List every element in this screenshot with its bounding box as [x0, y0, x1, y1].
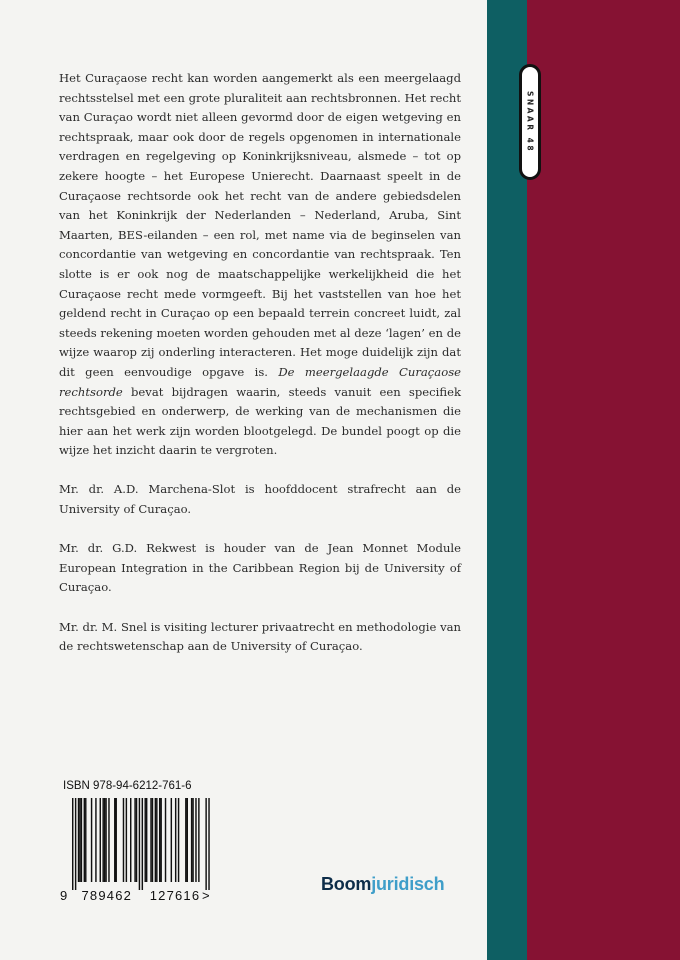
barcode-bar [150, 798, 151, 882]
barcode-bar [78, 798, 79, 882]
barcode-bar [85, 798, 86, 882]
barcode-bar [114, 798, 115, 882]
barcode-guard-bar [72, 798, 73, 890]
publisher-logo [321, 874, 444, 895]
barcode-bar [104, 798, 105, 882]
barcode-bar [175, 798, 176, 882]
book-title: De meergelaagde Curaçaose rechtsorde [59, 364, 462, 399]
barcode-bar [84, 798, 85, 882]
barcode-bar [178, 798, 179, 882]
author-bio-3: Mr. dr. M. Snel is visiting lecturer privaatrecht en methodologie van de rechtswetenschap aan de University of Curaçao. [59, 619, 461, 654]
publisher-logo-part1: Boom [321, 874, 372, 894]
barcode-right-digits: 127616 [149, 888, 201, 903]
summary-paragraph: Het Curaçaose recht kan worden aangemerkt als een meergelaagd rechtsstelsel met een grote pluraliteit aan rechtsbronnen. Het recht van Curaçao wordt niet alleen gevormd door de eigen wetgeving en rechtspraak, maar ook door de regels opgenomen in internationale verdragen en regelgeving op Koninkrijksniveau, alsmede – tot op zekere hoogte – het Europese Unierecht. Daarnaast speelt in de Curaçaose rechtsorde ook het recht van de andere gebiedsdelen van het Koninkrijk der Nederlanden – Nederland, Aruba, Sint Maarten, BES-eilanden – een rol, met name via de beginselen van concordantie van wetgeving en concordantie van rechtspraak. Ten slotte is er ook nog de maatschappelijke werkelijkheid die het Curaçaose recht mede vormgeeft. Bij het vaststellen van hoe het geldend recht in Curaçao op een bepaald terrein concreet luidt, zal steeds rekening moeten worden gehouden met al deze ‘lagen’ en de wijze waarop zij onderling interacteren. Het moge duidelijk zijn dat dit geen eenvoudige opgave is. De meergelaagde Curaçaose rechtsorde bevat bijdragen waarin, steeds vanuit een specifiek rechtsgebied en onderwerp, de werking van de mechanismen die hier aan het werk zijn worden blootgelegd. De bundel poogt op die wijze het inzicht daarin te vergroten. [59, 71, 462, 458]
barcode-first-digit: 9 [60, 888, 68, 903]
barcode-bar [95, 798, 96, 882]
barcode-bar [146, 798, 147, 882]
barcode-guard-bar [208, 798, 209, 890]
barcode-bar [108, 798, 109, 882]
series-badge-label: SNAAR 48 [525, 90, 535, 154]
barcode-guard-bar [142, 798, 143, 890]
barcode-bar [81, 798, 82, 882]
barcode-bar [159, 798, 160, 882]
barcode-bar [126, 798, 127, 882]
isbn-barcode [59, 798, 219, 904]
barcode-bar [105, 798, 106, 882]
barcode-bar [165, 798, 166, 882]
barcode-bar [152, 798, 153, 882]
barcode-bar [155, 798, 156, 882]
barcode-guard-bar [205, 798, 206, 890]
barcode-bar [134, 798, 135, 882]
isbn-label: ISBN 978-94-6212-761-6 [63, 780, 192, 792]
barcode-bar [130, 798, 131, 882]
barcode-bar [192, 798, 193, 882]
barcode-bar [195, 798, 196, 882]
barcode-bar [100, 798, 101, 882]
barcode-bar [185, 798, 186, 882]
barcode-bar [91, 798, 92, 882]
barcode-bar [102, 798, 103, 882]
barcode-bar [116, 798, 117, 882]
publisher-logo-part2: juridisch [371, 874, 445, 894]
barcode-bar [145, 798, 146, 882]
barcode-bar [123, 798, 124, 882]
barcode-bar [156, 798, 157, 882]
series-badge [519, 64, 541, 180]
barcode-left-digits: 789462 [81, 888, 133, 903]
barcode-bar [136, 798, 137, 882]
author-bio-1: Mr. dr. A.D. Marchena-Slot is hoofddocent strafrecht aan de University of Curaçao. [59, 482, 461, 517]
barcode-quiet-mark: > [202, 888, 210, 903]
barcode-guard-bar [139, 798, 140, 890]
burgundy-stripe [527, 0, 680, 960]
barcode-bar [79, 798, 80, 882]
back-cover-text [59, 69, 461, 676]
barcode-bar [171, 798, 172, 882]
author-bio-2: Mr. dr. G.D. Rekwest is houder van de Jean Monnet Module European Integration in the Caribbean Region bij de University of Curaçao. [59, 541, 461, 595]
barcode-bar [187, 798, 188, 882]
barcode-bar [198, 798, 199, 882]
barcode-bar [191, 798, 192, 882]
barcode-guard-bar [75, 798, 76, 890]
barcode-bar [160, 798, 161, 882]
